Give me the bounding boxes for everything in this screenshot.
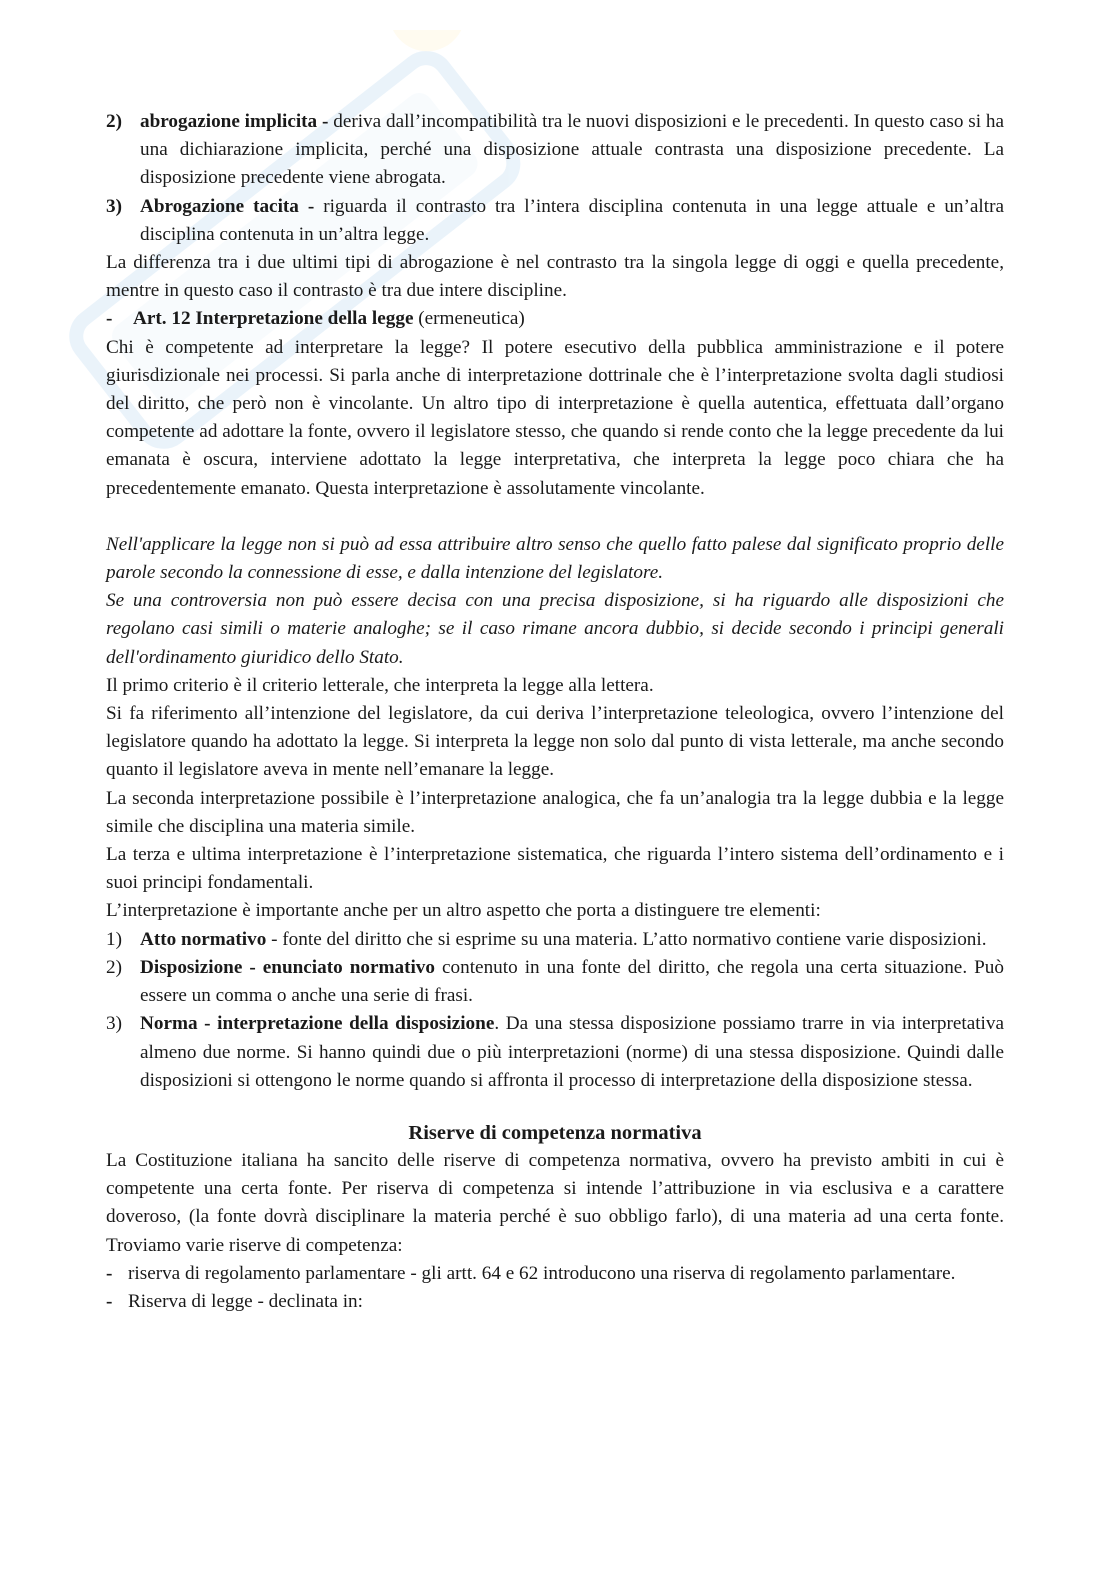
- paragraph-competente: Chi è competente ad interpretare la legge? Il potere esecutivo della pubblica amministrazione e il potere giurisdizionale nei processi. Si parla anche di interpretazione dottrinale che è l’interpretazione svolta dagli studiosi del diritto, che però non è vincolante. Un altro tipo di interpretazione è quella autentica, effettuata dall’organo competente ad adottare la fonte, ovvero il legislatore stesso, che quando si rende conto che la legge precedente da lui emanata è oscura, interviene adottato la legge interpretativa, che interpreta la legge poco chiara che ha precedentemente emanato. Questa interpretazione è assolutamente vincolante.: [106, 336, 1004, 499]
- list-term: Abrogazione tacita -: [140, 195, 324, 217]
- paragraph-costituzione: La Costituzione italiana ha sancito delle riserve di competenza normativa, ovvero ha previsto ambiti in cui è competente una certa fonte. Per riserva di competenza si intende l’attribuzione in via esclusiva e a carattere doveroso, (la fonte dovrà disciplinare la materia perché è suo obbligo farlo), di una materia ad una certa fonte. Troviamo varie riserve di competenza:: [106, 1149, 1004, 1256]
- list-item-norma: [106, 1010, 1004, 1095]
- paragraph-terza: La terza e ultima interpretazione è l’interpretazione sistematica, che riguarda l’intero sistema dell’ordinamento e i suoi principi fondamentali.: [106, 844, 1004, 894]
- list-item-riserva-regolamento: [106, 1260, 1004, 1288]
- quote-paragraph-1: Nell'applicare la legge non si può ad essa attribuire altro senso che quello fatto palese dal significato proprio delle parole secondo la connessione di esse, e dalla intenzione del legislatore.: [106, 533, 1004, 584]
- paragraph-primo-criterio: Il primo criterio è il criterio letterale, che interpreta la legge alla lettera.: [106, 674, 654, 696]
- list-number: 2): [106, 956, 122, 978]
- list-term: Disposizione - enunciato normativo: [140, 956, 435, 978]
- article-12-heading: [106, 305, 1004, 333]
- list-text: riserva di regolamento parlamentare - gli artt. 64 e 62 introducono una riserva di regolamento parlamentare.: [128, 1262, 956, 1284]
- dash-marker: -: [106, 1262, 113, 1284]
- list-number: 2): [106, 111, 122, 132]
- paragraph-riferimento: Si fa riferimento all’intenzione del legislatore, da cui deriva l’interpretazione teleologica, ovvero l’intenzione del legislatore quando ha adottato la legge. Si interpreta la legge non solo dal punto di vista letterale, ma anche secondo quanto il legislatore aveva in mente nell’emanare la legge.: [106, 703, 1004, 781]
- list-item-atto-normativo: [106, 926, 1004, 954]
- list-text: riguarda il contrasto tra l’intera disciplina contenuta in una legge attuale e un’altra disciplina contenuta in un’altra legge.: [140, 195, 1004, 245]
- section-heading-riserve: Riserve di competenza normativa: [408, 1121, 702, 1144]
- list-term: Atto normativo: [140, 928, 267, 950]
- list-number: 3): [106, 195, 122, 217]
- list-text: deriva dall’incompatibilità tra le nuovi disposizioni e le precedenti. In questo caso si ha una dichiarazione implicita, perché una disposizione attuale contrasta una disposizione precedente. La disposizione precedente viene abrogata.: [140, 111, 1004, 189]
- list-term: Norma - interpretazione della disposizione: [140, 1013, 495, 1035]
- list-item-riserva-legge: [106, 1288, 1004, 1316]
- list-item-abrogazione-implicita: [106, 108, 1004, 193]
- list-text: . Da una stessa disposizione possiamo trarre in via interpretativa almeno due norme. Si hanno quindi due o più interpretazioni (norme) di una stessa disposizione. Quindi dalle disposizioni si ottengono le norme quando si affronta il processo di interpretazione della disposizione stessa.: [140, 1013, 1004, 1091]
- list-item-disposizione: [106, 954, 1004, 1010]
- quote-paragraph-2: Se una controversia non può essere decisa con una precisa disposizione, si ha riguardo alle disposizioni che regolano casi simili o materie analoghe; se il caso rimane ancora dubbio, si decide secondo i principi generali dell'ordinamento giuridico dello Stato.: [106, 590, 1004, 668]
- article-suffix: (ermeneutica): [413, 308, 525, 330]
- paragraph-differenza: La differenza tra i due ultimi tipi di abrogazione è nel contrasto tra la singola legge di oggi e quella precedente, mentre in questo caso il contrasto è tra due intere discipline.: [106, 252, 1004, 302]
- list-number: 1): [106, 928, 122, 950]
- paragraph-seconda: La seconda interpretazione possibile è l’interpretazione analogica, che fa un’analogia tra la legge dubbia e la legge simile che disciplina una materia simile.: [106, 787, 1004, 837]
- dash-marker: -: [106, 308, 113, 330]
- list-text: - fonte del diritto che si esprime su una materia. L’atto normativo contiene varie disposizioni.: [266, 928, 987, 950]
- list-term: abrogazione implicita -: [140, 111, 334, 132]
- list-item-abrogazione-tacita: [106, 193, 1004, 249]
- list-text: contenuto in una fonte del diritto, che regola una certa situazione. Può essere un comma o anche una serie di frasi.: [140, 956, 1004, 1007]
- article-title: Art. 12 Interpretazione della legge: [133, 308, 414, 330]
- document-page: [106, 108, 1004, 1316]
- paragraph-importante: L’interpretazione è importante anche per un altro aspetto che porta a distinguere tre elementi:: [106, 900, 821, 922]
- list-number: 3): [106, 1013, 122, 1035]
- dash-marker: -: [106, 1290, 113, 1312]
- list-text: Riserva di legge - declinata in:: [128, 1290, 363, 1312]
